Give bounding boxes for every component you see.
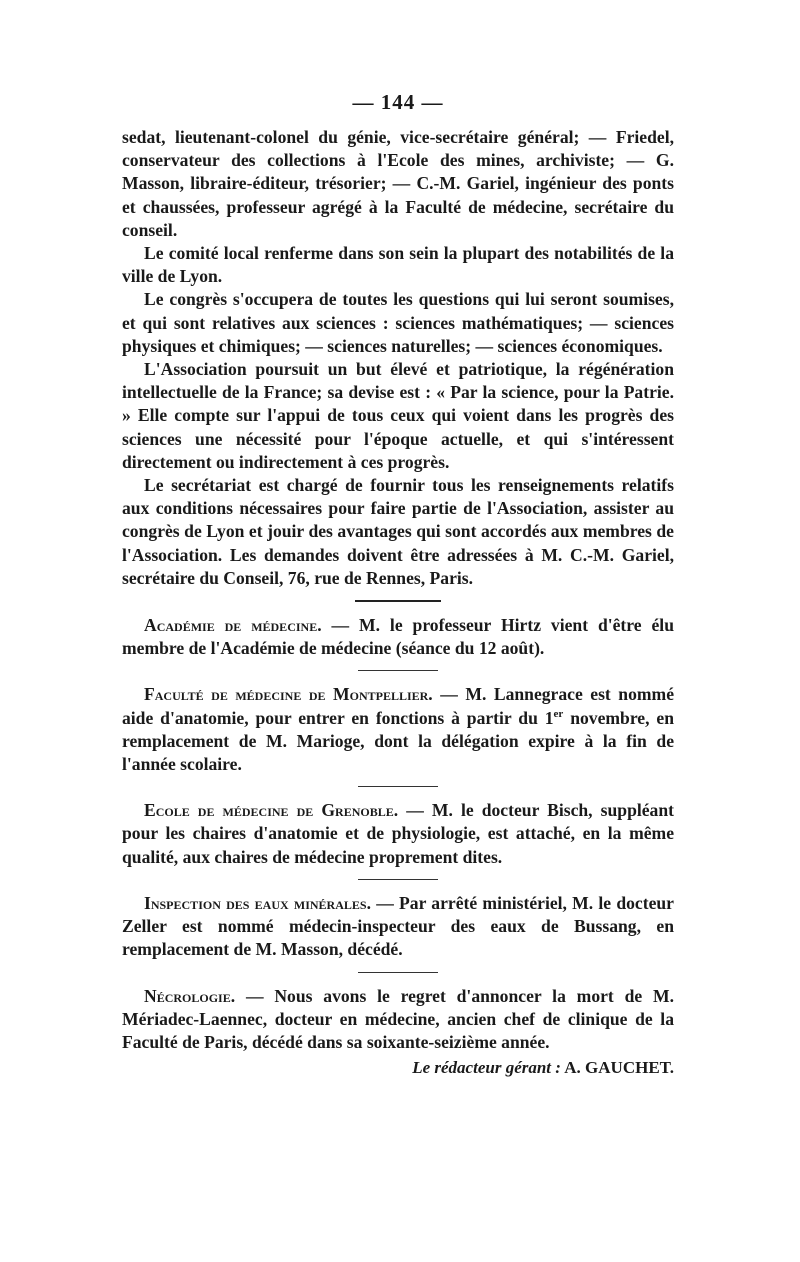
signature-name: A. GAUCHET. xyxy=(564,1058,674,1078)
page-number: — 144 — xyxy=(352,90,444,114)
signature-label: Le rédacteur gérant : xyxy=(412,1058,561,1078)
notice-heading: Académie de médecine. xyxy=(144,615,322,636)
notice-text: — Par arrêté ministériel, M. le docteur Zeller est nommé médecin-inspecteur des eaux de Bussang, en remplacement de M. Masson, décédé. xyxy=(122,892,674,960)
notice-heading: Ecole de médecine de Grenoble. xyxy=(144,800,399,821)
paragraph-local-committee: Le comité local renferme dans son sein la plupart des notabilités de la ville de Lyon. xyxy=(122,243,674,287)
document-page xyxy=(122,90,674,1078)
notice-text: — M. le docteur Bisch, suppléant pour les chaires d'anatomie et de physiologie, est attaché, en la même qualité, aux chaires de médecine proprement dites. xyxy=(122,800,674,867)
section-divider xyxy=(358,972,438,973)
notice-academie xyxy=(122,614,674,660)
section-divider xyxy=(358,786,438,787)
notice-eaux-minerales xyxy=(122,892,674,962)
editor-signature xyxy=(122,1058,674,1078)
paragraph-association-goal: L'Association poursuit un but élevé et patriotique, la régénération intellectuelle de la France; sa devise est : « Par la science, pour la Patrie. » Elle compte sur l'appui de tous ceux qui voient dans les progrès des sciences une nécessité pour l'époque actuelle, et qui s'intéressent directement ou indirectement à ces progrès. xyxy=(122,359,674,472)
notice-text: novembre, en remplacement de M. Marioge, dont la délégation expire à la fin de l'année scolaire. xyxy=(122,707,674,775)
notice-text: — M. le professeur Hirtz vient d'être élu membre de l'Académie de médecine (séance du 12 août). xyxy=(122,615,674,659)
section-divider xyxy=(358,670,438,671)
notice-grenoble xyxy=(122,799,674,869)
notice-text: — Nous avons le regret d'annoncer la mort de M. Mériadec-Laennec, docteur en médecine, ancien chef de clinique de la Faculté de Paris, décédé dans sa soixante-seizième année. xyxy=(122,985,674,1052)
paragraph-congress-topics: Le congrès s'occupera de toutes les questions qui lui seront soumises, et qui sont relatives aux sciences : sciences mathématiques; — sciences physiques et chimiques; — sciences naturelles; — sciences économiques. xyxy=(122,289,674,356)
notice-heading: Faculté de médecine de Montpellier. xyxy=(144,684,433,705)
intro-paragraph: sedat, lieutenant-colonel du génie, vice-secrétaire général; — Friedel, conservateur des collections à l'Ecole des mines, archiviste; — G. Masson, libraire-éditeur, trésorier; — C.-M. Gariel, ingénieur des ponts et chaussées, professeur agrégé à la Faculté de médecine, secrétaire du conseil. xyxy=(122,127,674,240)
section-divider xyxy=(358,879,438,880)
notice-text: — M. Lannegrace est nommé aide d'anatomie, pour entrer en fonctions à partir du 1 xyxy=(122,684,674,728)
section-divider xyxy=(355,600,441,602)
notice-heading: Inspection des eaux minérales. xyxy=(144,892,371,913)
superscript: er xyxy=(553,707,564,720)
notice-necrologie xyxy=(122,985,674,1055)
notice-montpellier xyxy=(122,683,674,776)
paragraph-secretariat: Le secrétariat est chargé de fournir tous les renseignements relatifs aux conditions nécessaires pour faire partie de l'Association, assister au congrès de Lyon et jouir des avantages qui sont accordés aux membres de l'Association. Les demandes doivent être adressées à M. C.-M. Gariel, secrétaire du Conseil, 76, rue de Rennes, Paris. xyxy=(122,475,674,588)
notice-heading: Nécrologie. xyxy=(144,985,236,1006)
